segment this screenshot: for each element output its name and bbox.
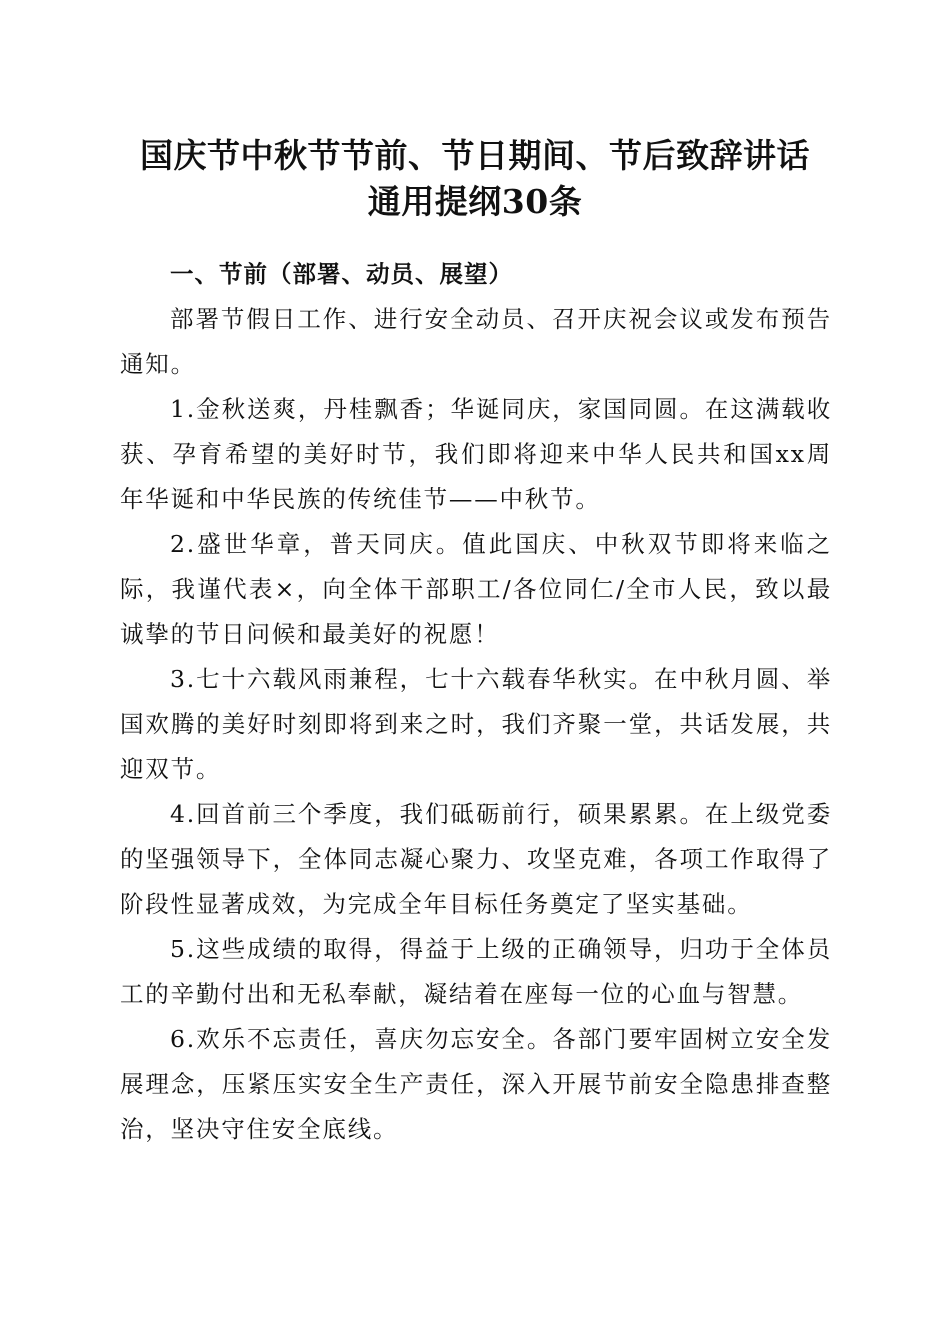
title-line-1: 国庆节中秋节节前、节日期间、节后致辞讲话: [140, 136, 810, 175]
section-intro: 部署节假日工作、进行安全动员、召开庆祝会议或发布预告通知。: [120, 305, 832, 378]
document-title: [60, 133, 890, 225]
list-item-4: 4.回首前三个季度，我们砥砺前行，硕果累累。在上级党委的坚强领导下，全体同志凝心聚力、攻坚克难，各项工作取得了阶段性显著成效，为完成全年目标任务奠定了坚实基础。: [120, 800, 832, 918]
list-item-1: 1.金秋送爽，丹桂飘香；华诞同庆，家国同圆。在这满载收获、孕育希望的美好时节，我们即将迎来中华人民共和国xx周年华诞和中华民族的传统佳节——中秋节。: [120, 395, 832, 513]
list-item-5: 5.这些成绩的取得，得益于上级的正确领导，归功于全体员工的辛勤付出和无私奉献，凝结着在座每一位的心血与智慧。: [120, 935, 832, 1008]
title-line-2: 通用提纲30条: [367, 182, 583, 221]
list-item-6: 6.欢乐不忘责任，喜庆勿忘安全。各部门要牢固树立安全发展理念，压紧压实安全生产责任，深入开展节前安全隐患排查整治，坚决守住安全底线。: [120, 1025, 832, 1143]
section-heading: 一、节前（部署、动员、展望）: [170, 260, 513, 288]
list-item-3: 3.七十六载风雨兼程，七十六载春华秋实。在中秋月圆、举国欢腾的美好时刻即将到来之时，我们齐聚一堂，共话发展，共迎双节。: [120, 665, 832, 783]
document-body: [120, 252, 832, 1152]
list-item-2: 2.盛世华章，普天同庆。值此国庆、中秋双节即将来临之际，我谨代表×，向全体干部职工/各位同仁/全市人民，致以最诚挚的节日问候和最美好的祝愿！: [120, 530, 832, 648]
